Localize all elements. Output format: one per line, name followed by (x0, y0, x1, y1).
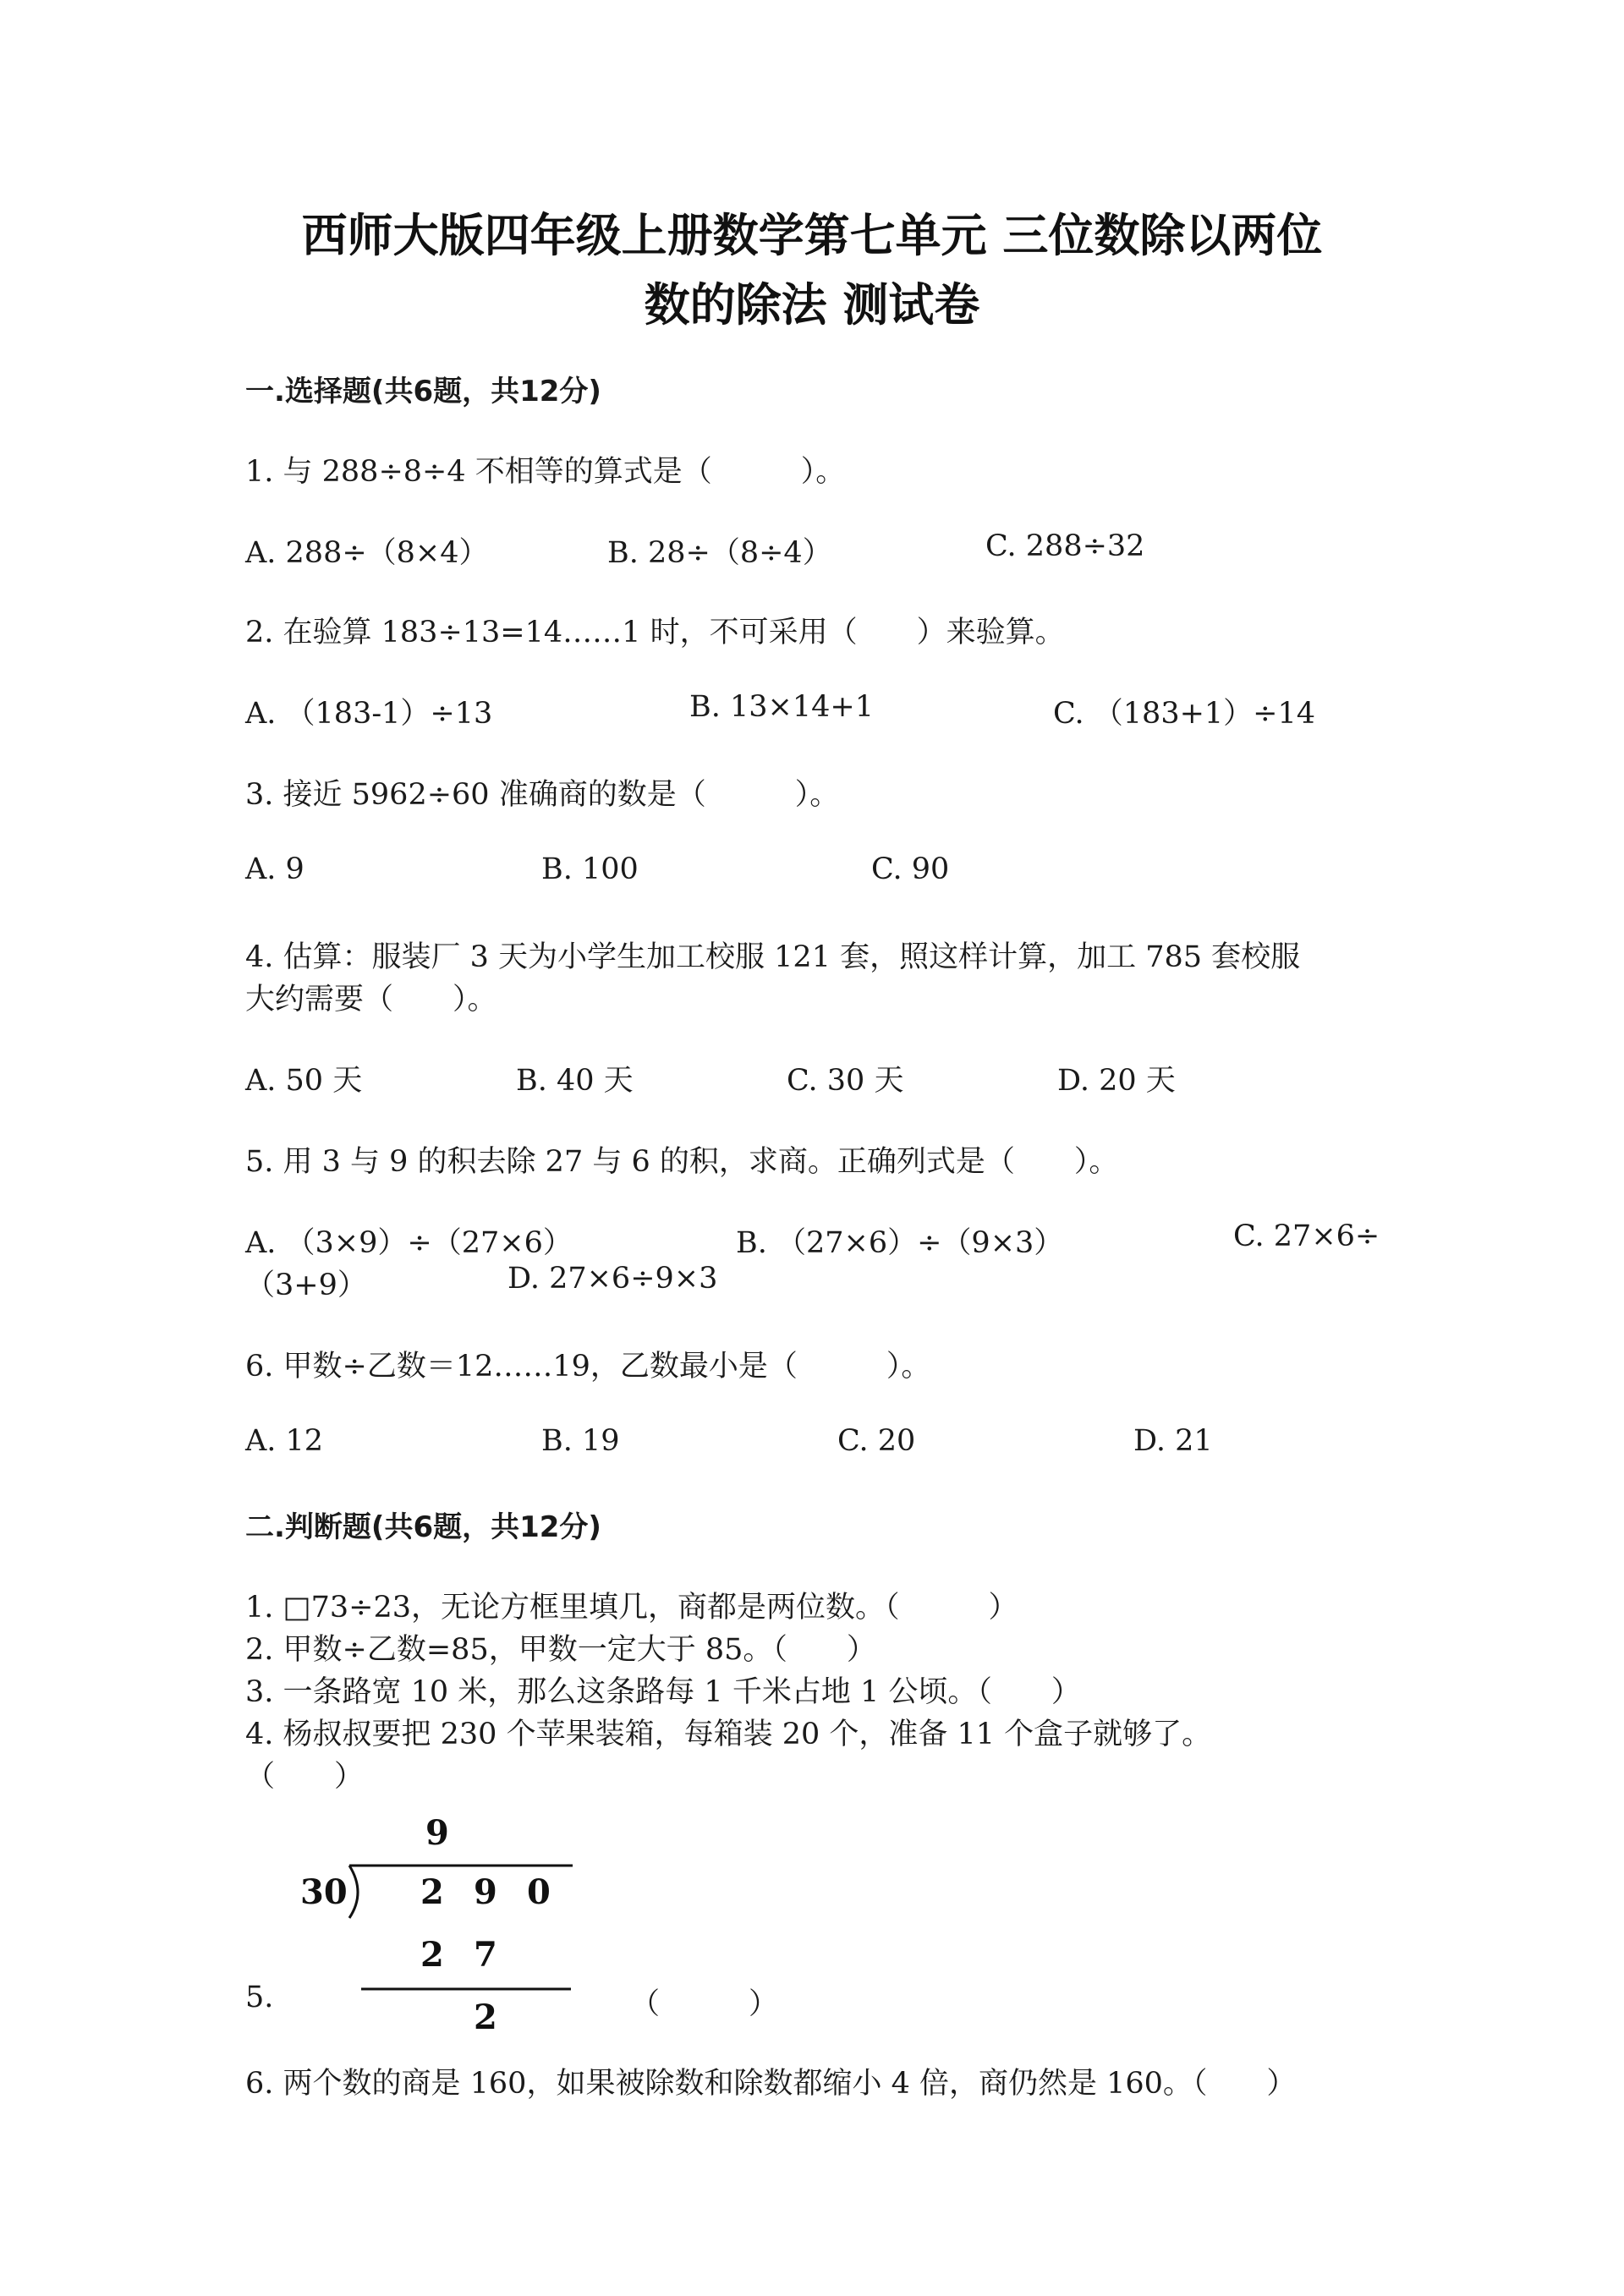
option-c[interactable]: C. 27×6÷ (1233, 1219, 1380, 1253)
option-a[interactable]: A. 9 (245, 852, 304, 886)
dividend-digit: 0 (527, 1872, 551, 1912)
question-stem: 3. 接近 5962÷60 准确商的数是（ ）。 (245, 778, 840, 812)
product-digit: 2 (420, 1935, 444, 1975)
option-a[interactable]: A. 288÷（8×4） (245, 536, 489, 570)
option-b[interactable]: B. （27×6）÷（9×3） (736, 1226, 1064, 1260)
option-d[interactable]: D. 20 天 (1057, 1064, 1176, 1098)
option-c[interactable]: C. （183+1）÷14 (1053, 697, 1316, 731)
long-division-figure (292, 1801, 596, 2055)
option-b[interactable]: B. 19 (541, 1424, 620, 1458)
option-a[interactable]: A. 50 天 (245, 1064, 363, 1098)
option-b[interactable]: B. 40 天 (516, 1064, 634, 1098)
option-b[interactable]: B. 28÷（8÷4） (607, 536, 832, 570)
judgement-item: 3. 一条路宽 10 米，那么这条路每 1 千米占地 1 公顷。（ ） (245, 1675, 1081, 1709)
answer-brackets[interactable]: （ ） (630, 1987, 779, 2021)
divisor: 30 (300, 1872, 348, 1912)
product-digit: 7 (474, 1935, 497, 1975)
section-heading-choice: 一.选择题(共6题，共12分) (245, 375, 601, 408)
option-c-continued: （3+9） (245, 1269, 367, 1302)
question-stem: 6. 甲数÷乙数＝12……19，乙数最小是（ ）。 (245, 1350, 931, 1384)
judgement-item: 6. 两个数的商是 160，如果被除数和除数都缩小 4 倍，商仍然是 160。（ ） (245, 2067, 1297, 2101)
option-d[interactable]: D. 21 (1133, 1424, 1213, 1458)
option-b[interactable]: B. 13×14+1 (689, 690, 874, 724)
judgement-item-number: 5. (245, 1981, 274, 2014)
option-a[interactable]: A. （183-1）÷13 (245, 697, 493, 731)
section-heading-judgement: 二.判断题(共6题，共12分) (245, 1510, 601, 1544)
page-title-line1: 西师大版四年级上册数学第七单元 三位数除以两位 (301, 209, 1323, 262)
question-stem-line1: 4. 估算：服装厂 3 天为小学生加工校服 121 套，照这样计算，加工 785 套校服 (245, 940, 1301, 974)
page-title-line2: 数的除法 测试卷 (644, 278, 980, 332)
option-a[interactable]: A. （3×9）÷（27×6） (245, 1226, 573, 1260)
answer-brackets[interactable]: （ ） (245, 1760, 365, 1794)
option-c[interactable]: C. 30 天 (787, 1064, 904, 1098)
option-c[interactable]: C. 288÷32 (985, 529, 1145, 563)
judgement-item: 4. 杨叔叔要把 230 个苹果装箱，每箱装 20 个，准备 11 个盒子就够了。 (245, 1718, 1212, 1751)
remainder-digit: 2 (474, 1997, 497, 2037)
dividend-digit: 2 (420, 1872, 444, 1912)
dividend-digit: 9 (474, 1872, 497, 1912)
option-c[interactable]: C. 90 (871, 852, 950, 886)
option-d[interactable]: D. 27×6÷9×3 (508, 1262, 718, 1296)
option-a[interactable]: A. 12 (245, 1424, 324, 1458)
question-stem: 5. 用 3 与 9 的积去除 27 与 6 的积，求商。正确列式是（ ）。 (245, 1145, 1119, 1179)
question-stem: 2. 在验算 183÷13=14……1 时，不可采用（ ）来验算。 (245, 616, 1065, 649)
judgement-item: 1. □73÷23，无论方框里填几，商都是两位数。（ ） (245, 1591, 1018, 1625)
question-stem: 1. 与 288÷8÷4 不相等的算式是（ ）。 (245, 455, 846, 489)
quotient-digit: 9 (425, 1813, 449, 1853)
judgement-item: 2. 甲数÷乙数=85，甲数一定大于 85。（ ） (245, 1633, 876, 1667)
question-stem-line2: 大约需要（ ）。 (245, 983, 497, 1016)
option-b[interactable]: B. 100 (541, 852, 639, 886)
option-c[interactable]: C. 20 (837, 1424, 916, 1458)
